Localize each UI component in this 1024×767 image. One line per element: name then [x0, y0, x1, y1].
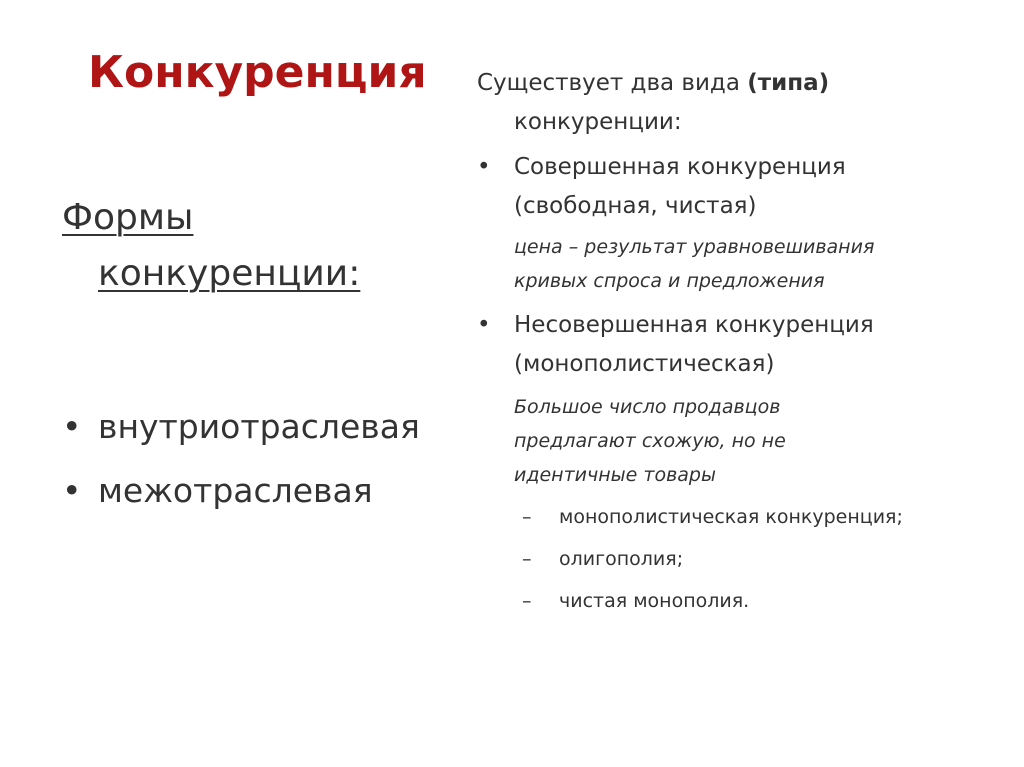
list-item — [62, 395, 420, 459]
imperfect-competition-label: Несовершенная конкуренция — [514, 312, 874, 338]
types-intro — [477, 64, 997, 142]
types-intro-cont: конкуренции: — [514, 109, 682, 135]
imperfect-note-line3: идентичные товары — [514, 464, 716, 486]
perfect-competition-label: Совершенная конкуренция — [514, 154, 846, 180]
dash-icon: – — [522, 548, 532, 570]
subtype-label: олигополия; — [559, 548, 684, 570]
forms-heading — [62, 190, 422, 302]
bullet-icon: • — [477, 312, 491, 338]
forms-list — [62, 395, 420, 523]
dash-icon: – — [522, 506, 532, 528]
list-item — [477, 580, 997, 622]
bullet-icon: • — [62, 471, 82, 510]
imperfect-competition-sub: (монополистическая) — [514, 351, 775, 377]
list-item — [477, 538, 997, 580]
dash-icon: – — [522, 590, 532, 612]
list-item-label: внутриотраслевая — [98, 407, 420, 446]
subtype-label: монополистическая конкуренция; — [559, 506, 903, 528]
imperfect-note — [477, 390, 997, 492]
bullet-icon: • — [477, 154, 491, 180]
perfect-competition-sub: (свободная, чистая) — [514, 193, 757, 219]
imperfect-note-line2: предлагают схожую, но не — [514, 430, 786, 452]
perfect-note — [477, 230, 997, 298]
imperfect-competition-item — [477, 306, 997, 384]
forms-heading-line2: конкуренции: — [98, 253, 361, 294]
types-intro-text: Существует два вида — [477, 70, 748, 96]
list-item-label: межотраслевая — [98, 471, 373, 510]
list-item — [62, 459, 420, 523]
list-item — [477, 496, 997, 538]
imperfect-subtypes — [477, 496, 997, 622]
types-panel — [477, 64, 997, 622]
perfect-competition-item — [477, 148, 997, 226]
perfect-note-line1: цена – результат уравновешивания — [514, 236, 875, 258]
forms-heading-line1: Формы — [62, 197, 194, 238]
subtype-label: чистая монополия. — [559, 590, 750, 612]
imperfect-note-line1: Большое число продавцов — [514, 396, 781, 418]
types-intro-bold: (типа) — [747, 70, 830, 96]
bullet-icon: • — [62, 407, 82, 446]
perfect-note-line2: кривых спроса и предложения — [514, 270, 825, 292]
slide-title: Конкуренция — [88, 47, 427, 98]
